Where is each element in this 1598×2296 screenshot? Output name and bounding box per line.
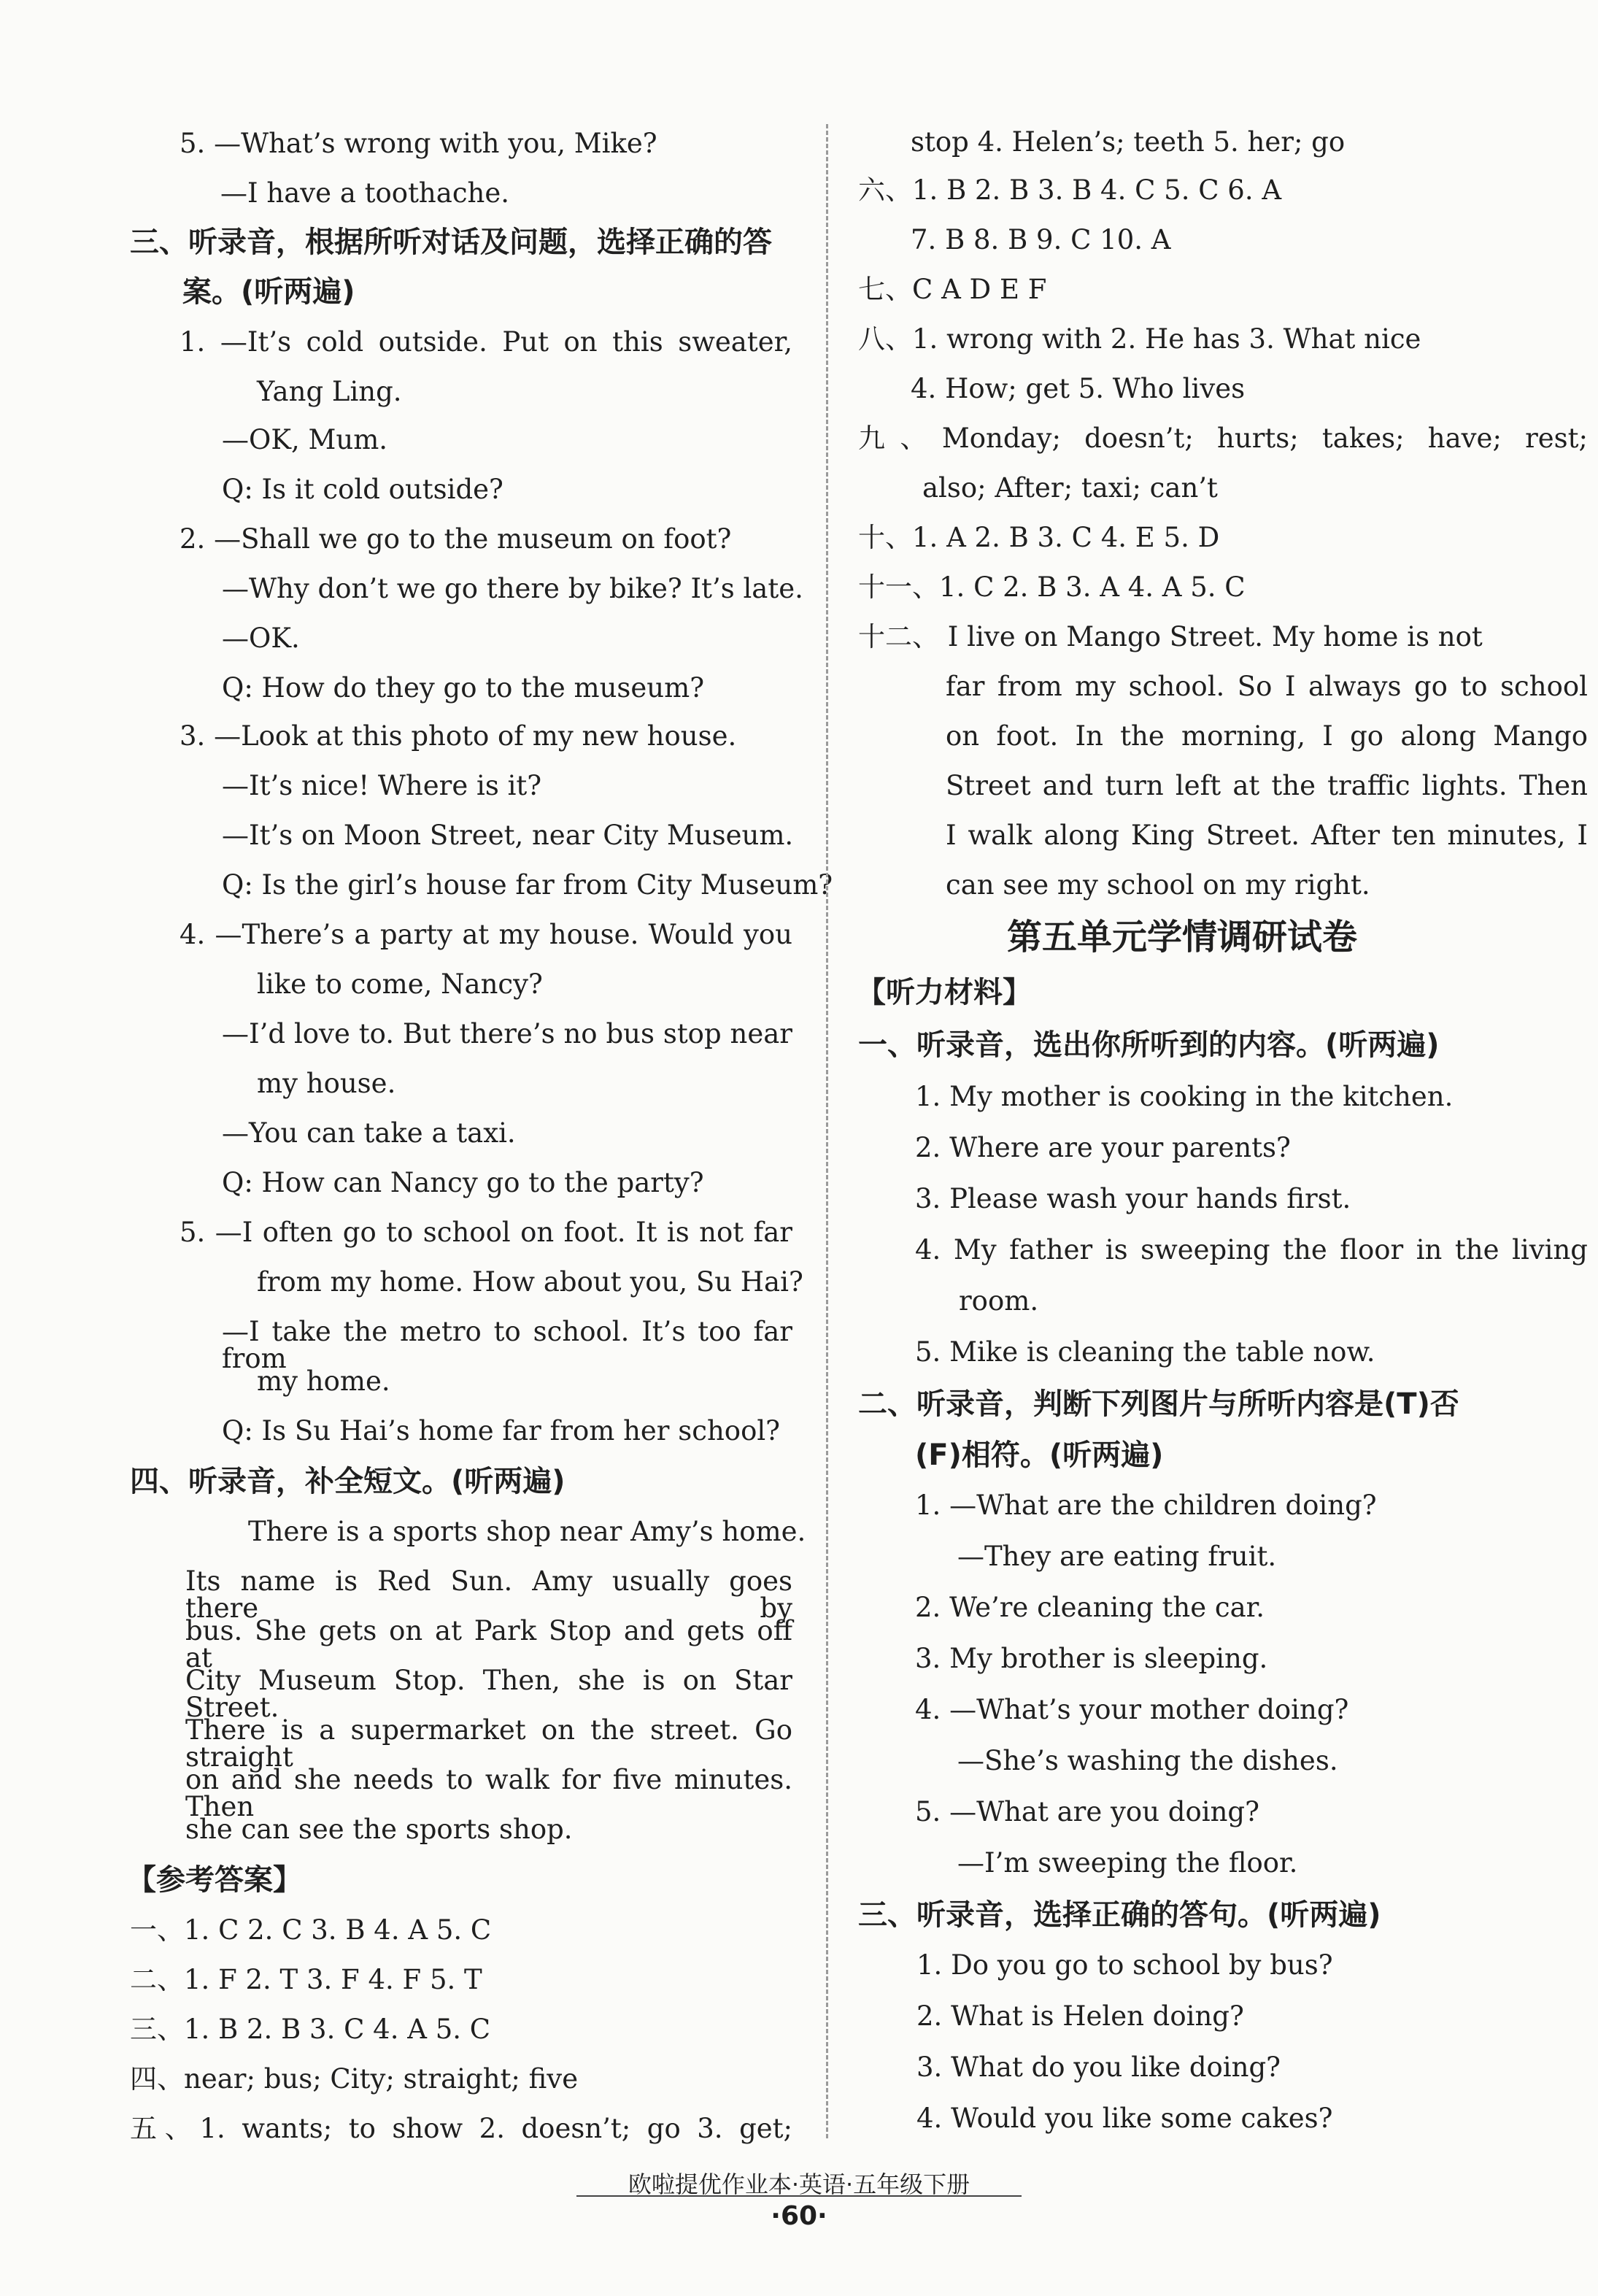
section-heading: 二、听录音，判断下列图片与所听内容是(T)否: [858, 1387, 1459, 1421]
text-line: room.: [959, 1285, 1039, 1317]
text-line: —It’s nice! Where is it?: [222, 770, 542, 801]
text-line: can see my school on my right.: [946, 869, 1370, 901]
answer-line: 四、near; bus; City; straight; five: [130, 2063, 579, 2095]
section-heading: 一、听录音，选出你所听到的内容。(听两遍): [858, 1028, 1440, 1062]
text-line: 1. —What are the children doing?: [915, 1490, 1377, 1521]
text-line: Q: How can Nancy go to the party?: [222, 1167, 704, 1198]
section-heading: 三、听录音，根据所听对话及问题，选择正确的答: [130, 226, 772, 259]
text-line: 3. What do you like doing?: [916, 2052, 1281, 2083]
text-line: 5. Mike is cleaning the table now.: [915, 1336, 1375, 1368]
answer-line: stop 4. Helen’s; teeth 5. her; go: [911, 126, 1346, 158]
section-heading: 三、听录音，选择正确的答句。(听两遍): [858, 1898, 1381, 1932]
text-line: —OK.: [222, 623, 300, 654]
text-line: Street and turn left at the traffic lights. Then: [946, 770, 1588, 801]
text-line: 4. Would you like some cakes?: [916, 2103, 1333, 2134]
footer-rule: [576, 2195, 1022, 2197]
page-number: ·60·: [771, 2201, 827, 2231]
text-line: 5. —I often go to school on foot. It is not far: [180, 1217, 792, 1248]
text-line: —It’s on Moon Street, near City Museum.: [222, 820, 794, 851]
text-line: 2. What is Helen doing?: [916, 2000, 1244, 2032]
answer-line: 十一、1. C 2. B 3. A 4. A 5. C: [858, 571, 1246, 603]
text-line: 2. Where are your parents?: [915, 1132, 1291, 1163]
text-line: 4. —There’s a party at my house. Would you: [180, 919, 792, 950]
text-line: my house.: [257, 1068, 396, 1099]
text-line: 3. My brother is sleeping.: [915, 1643, 1268, 1674]
text-line: —I have a toothache.: [220, 177, 510, 209]
answer-line: 七、C A D E F: [858, 274, 1047, 305]
text-line: —They are eating fruit.: [957, 1541, 1277, 1572]
answer-line: 十、1. A 2. B 3. C 4. E 5. D: [858, 522, 1220, 553]
text-line: 5. —What are you doing?: [915, 1796, 1259, 1827]
text-line: 4. My father is sweeping the floor in the living: [915, 1234, 1588, 1266]
text-line: —You can take a taxi.: [222, 1117, 516, 1149]
text-line: 5. —What’s wrong with you, Mike?: [180, 128, 657, 159]
text-line: bus. She gets on at Park Stop and gets off at: [185, 1615, 792, 1673]
answer-line: also; After; taxi; can’t: [922, 472, 1218, 504]
text-line: —OK, Mum.: [222, 424, 388, 455]
footer-book-title: 欧啦提优作业本·英语·五年级下册: [628, 2170, 970, 2198]
answer-line: 六、1. B 2. B 3. B 4. C 5. C 6. A: [858, 174, 1282, 206]
text-line: Q: How do they go to the museum?: [222, 672, 705, 704]
text-line: Q: Is it cold outside?: [222, 474, 503, 505]
text-line: like to come, Nancy?: [257, 968, 543, 1000]
text-line: from my home. How about you, Su Hai?: [257, 1266, 803, 1298]
text-line: —I take the metro to school. It’s too far from: [222, 1316, 792, 1374]
answer-line: 三、1. B 2. B 3. C 4. A 5. C: [130, 2014, 491, 2045]
text-line: There is a sports shop near Amy’s home.: [248, 1516, 806, 1547]
text-line: 2. We’re cleaning the car.: [915, 1592, 1265, 1623]
answer-line: 7. B 8. B 9. C 10. A: [911, 224, 1171, 255]
section-heading: 案。(听两遍): [182, 275, 355, 309]
section-heading: 四、听录音，补全短文。(听两遍): [130, 1465, 566, 1498]
text-line: 1. —It’s cold outside. Put on this sweater,: [180, 326, 792, 358]
text-line: —She’s washing the dishes.: [957, 1745, 1338, 1776]
answer-line: 九、Monday; doesn’t; hurts; takes; have; rest;: [858, 423, 1588, 454]
text-line: City Museum Stop. Then, she is on Star Street.: [185, 1665, 792, 1723]
text-line: —I’d love to. But there’s no bus stop near: [222, 1018, 792, 1049]
text-line: 3. Please wash your hands first.: [915, 1183, 1351, 1214]
text-line: 1. My mother is cooking in the kitchen.: [915, 1081, 1454, 1112]
answer-line: 八、1. wrong with 2. He has 3. What nice: [858, 323, 1421, 355]
text-line: —Why don’t we go there by bike? It’s late.: [222, 573, 803, 604]
answer-line: 一、1. C 2. C 3. B 4. A 5. C: [130, 1914, 492, 1946]
text-line: Q: Is the girl’s house far from City Museum?: [222, 869, 833, 901]
text-line: 1. Do you go to school by bus?: [916, 1949, 1333, 1981]
answer-line: 4. How; get 5. Who lives: [911, 373, 1246, 404]
text-line: my home.: [257, 1365, 390, 1397]
text-line: 3. —Look at this photo of my new house.: [180, 720, 737, 752]
section-heading: (F)相符。(听两遍): [915, 1438, 1164, 1472]
text-line: 2. —Shall we go to the museum on foot?: [180, 523, 732, 555]
text-line: Yang Ling.: [257, 376, 402, 407]
text-line: Its name is Red Sun. Amy usually goes there by: [185, 1565, 792, 1624]
unit-title: 第五单元学情调研试卷: [1007, 917, 1358, 958]
text-line: on and she needs to walk for five minutes. Then: [185, 1764, 792, 1822]
text-line: 4. —What’s your mother doing?: [915, 1694, 1349, 1725]
answer-line: 二、1. F 2. T 3. F 4. F 5. T: [130, 1964, 482, 1995]
text-line: There is a supermarket on the street. Go straight: [185, 1714, 792, 1773]
text-line: on foot. In the morning, I go along Mango: [946, 720, 1588, 752]
answer-line: 五、1. wants; to show 2. doesn’t; go 3. get;: [130, 2113, 792, 2144]
text-line: —I’m sweeping the floor.: [957, 1847, 1298, 1879]
text-line: she can see the sports shop.: [185, 1814, 573, 1845]
column-divider: [826, 124, 828, 2138]
answer-line: 十二、 I live on Mango Street. My home is not: [858, 621, 1483, 652]
text-line: Q: Is Su Hai’s home far from her school?: [222, 1415, 781, 1446]
section-bracket-heading: 【听力材料】: [857, 976, 1032, 1009]
text-line: I walk along King Street. After ten minutes, I: [946, 820, 1588, 851]
text-line: far from my school. So I always go to school: [946, 671, 1588, 702]
section-bracket-heading: 【参考答案】: [127, 1863, 302, 1897]
